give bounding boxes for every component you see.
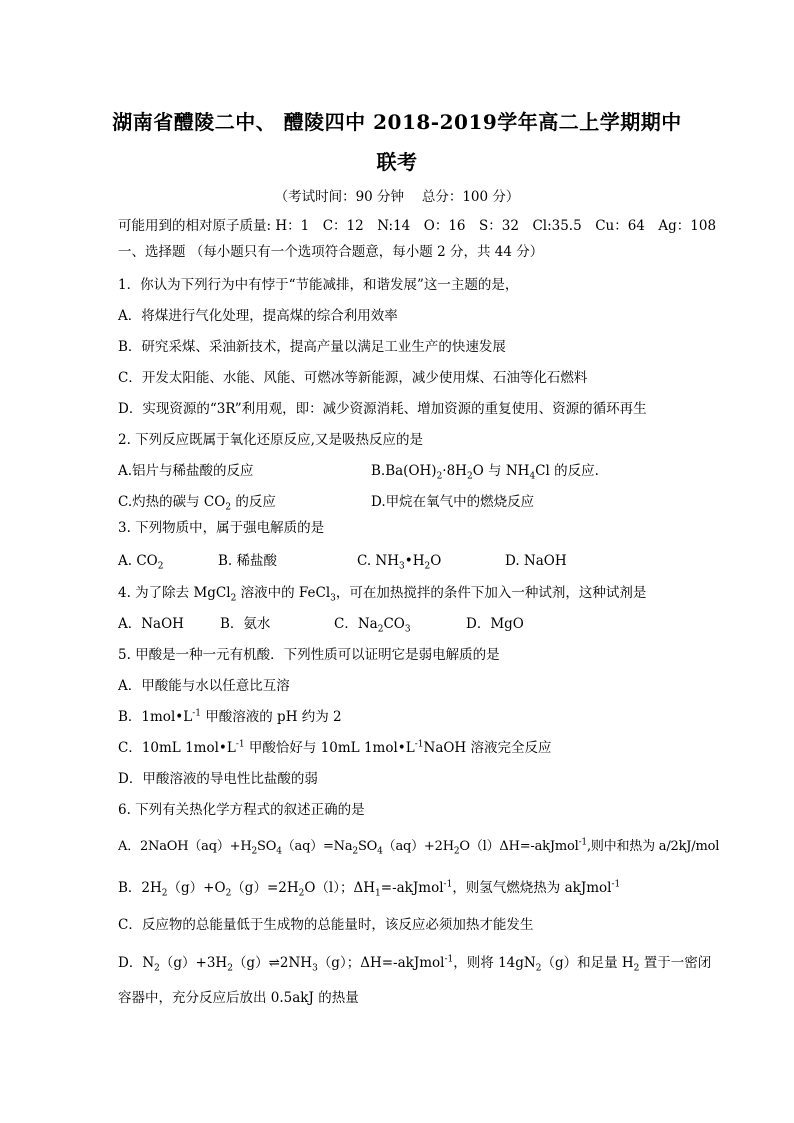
question-5-option-d: D．甲酸溶液的导电性比盐酸的弱	[118, 771, 318, 787]
atomic-masses: 可能用到的相对原子质量: H：1 C：12 N:14 O：16 S：32 Cl:35.5 Cu：64 Ag：108	[118, 218, 717, 234]
question-1-stem: 1．你认为下列行为中有悖于“节能减排，和谐发展”这一主题的是，	[118, 277, 519, 293]
question-1-option-c: C．开发太阳能、水能、风能、可燃冰等新能源，减少使用煤、石油等化石燃料	[118, 370, 588, 386]
question-5-option-a: A．甲酸能与水以任意比互溶	[118, 678, 290, 694]
question-4-option-a: A．NaOH	[118, 616, 184, 632]
question-6-option-d-continued: 容器中，充分反应后放出 0.5akJ 的热量	[118, 990, 359, 1006]
question-4-option-c: C．$Na_2CO_3$	[334, 616, 411, 635]
question-1-option-b: B．研究采煤、采油新技术，提高产量以满足工业生产的快速发展	[118, 339, 506, 355]
question-4-option-d: D．MgO	[466, 616, 524, 632]
question-6-stem: 6. 下列有关热化学方程式的叙述正确的是	[118, 802, 365, 818]
question-6-option-a: A．$2NaOH(aq)+H_2SO_4(aq)=Na_2SO_4(aq)+2H_2O(l)\Delta H=-akJmol^{-1}$,则中和热为 a/2kJ/mol	[118, 837, 720, 857]
question-3-stem: 3. 下列物质中，属于强电解质的是	[118, 520, 325, 536]
question-3-option-d: D. NaOH	[505, 553, 567, 569]
question-2-option-c: C.灼热的碳与 $CO_2$ 的反应	[118, 494, 276, 513]
question-3-option-a: A. $CO_2$	[118, 553, 164, 572]
question-3-option-c: C. $NH_3•H_2O$	[357, 553, 442, 572]
question-5-stem: 5. 甲酸是一种一元有机酸．下列性质可以证明它是弱电解质的是	[118, 647, 500, 663]
question-3-option-b: B. 稀盐酸	[218, 553, 278, 569]
section-heading: 一、选择题 （每小题只有一个选项符合题意，每小题 2 分，共 44 分）	[118, 244, 544, 260]
question-2-option-b: $B.Ba(OH)_2\cdot 8H_2O$ 与 $NH_4Cl$ 的反应.	[371, 463, 599, 482]
question-1-option-a: A．将煤进行气化处理，提高煤的综合利用效率	[118, 308, 398, 324]
question-2-option-a: A.铝片与稀盐酸的反应	[118, 463, 254, 479]
question-4-stem: 4. 为了除去 MgCl$_2$ 溶液中的 FeCl$_3$，可在加热搅拌的条件下加入一种试剂，这种试剂是	[118, 585, 647, 604]
question-4-option-b: B．氨水	[220, 616, 271, 632]
question-1-option-d: D．实现资源的“3R”利用观，即：减少资源消耗、增加资源的重复使用、资源的循环再生	[118, 401, 647, 417]
question-6-option-b: B．$2H_2(g)+O_2(g)=2H_2O(l)$；$\Delta H_1=-akJmol^{-1}$，则氢气燃烧热为 akJmol$^{-1}$	[118, 879, 621, 899]
exam-info: （考试时间：90 分钟 总分：100 分）	[274, 189, 520, 205]
exam-title-line2: 联考	[376, 150, 418, 174]
question-6-option-c: C．反应物的总能量低于生成物的总能量时，该反应必须加热才能发生	[118, 917, 534, 933]
question-2-option-d: D.甲烷在氧气中的燃烧反应	[371, 494, 535, 510]
question-5-option-b: B．$1mol•L^{-1}$ 甲酸溶液的 pH 约为 2	[118, 708, 342, 725]
question-5-option-c: C．10mL $1mol•L^{-1}$ 甲酸恰好与 10mL $1mol•L^{-1}NaOH$ 溶液完全反应	[118, 739, 552, 756]
question-2-stem: 2. 下列反应既属于氧化还原反应,又是吸热反应的是	[118, 432, 423, 448]
exam-title: 湖南省醴陵二中、 醴陵四中 2018-2019学年高二上学期期中	[112, 110, 682, 134]
question-6-option-d: D．$N_2(g)+3H_2(g)\rightleftharpoons 2NH_3(g)$；ΔH=-akJmol$^{-1}$，则将 $14gN_2(g)$和足量 $H_2$ 置于一密闭	[118, 954, 712, 974]
